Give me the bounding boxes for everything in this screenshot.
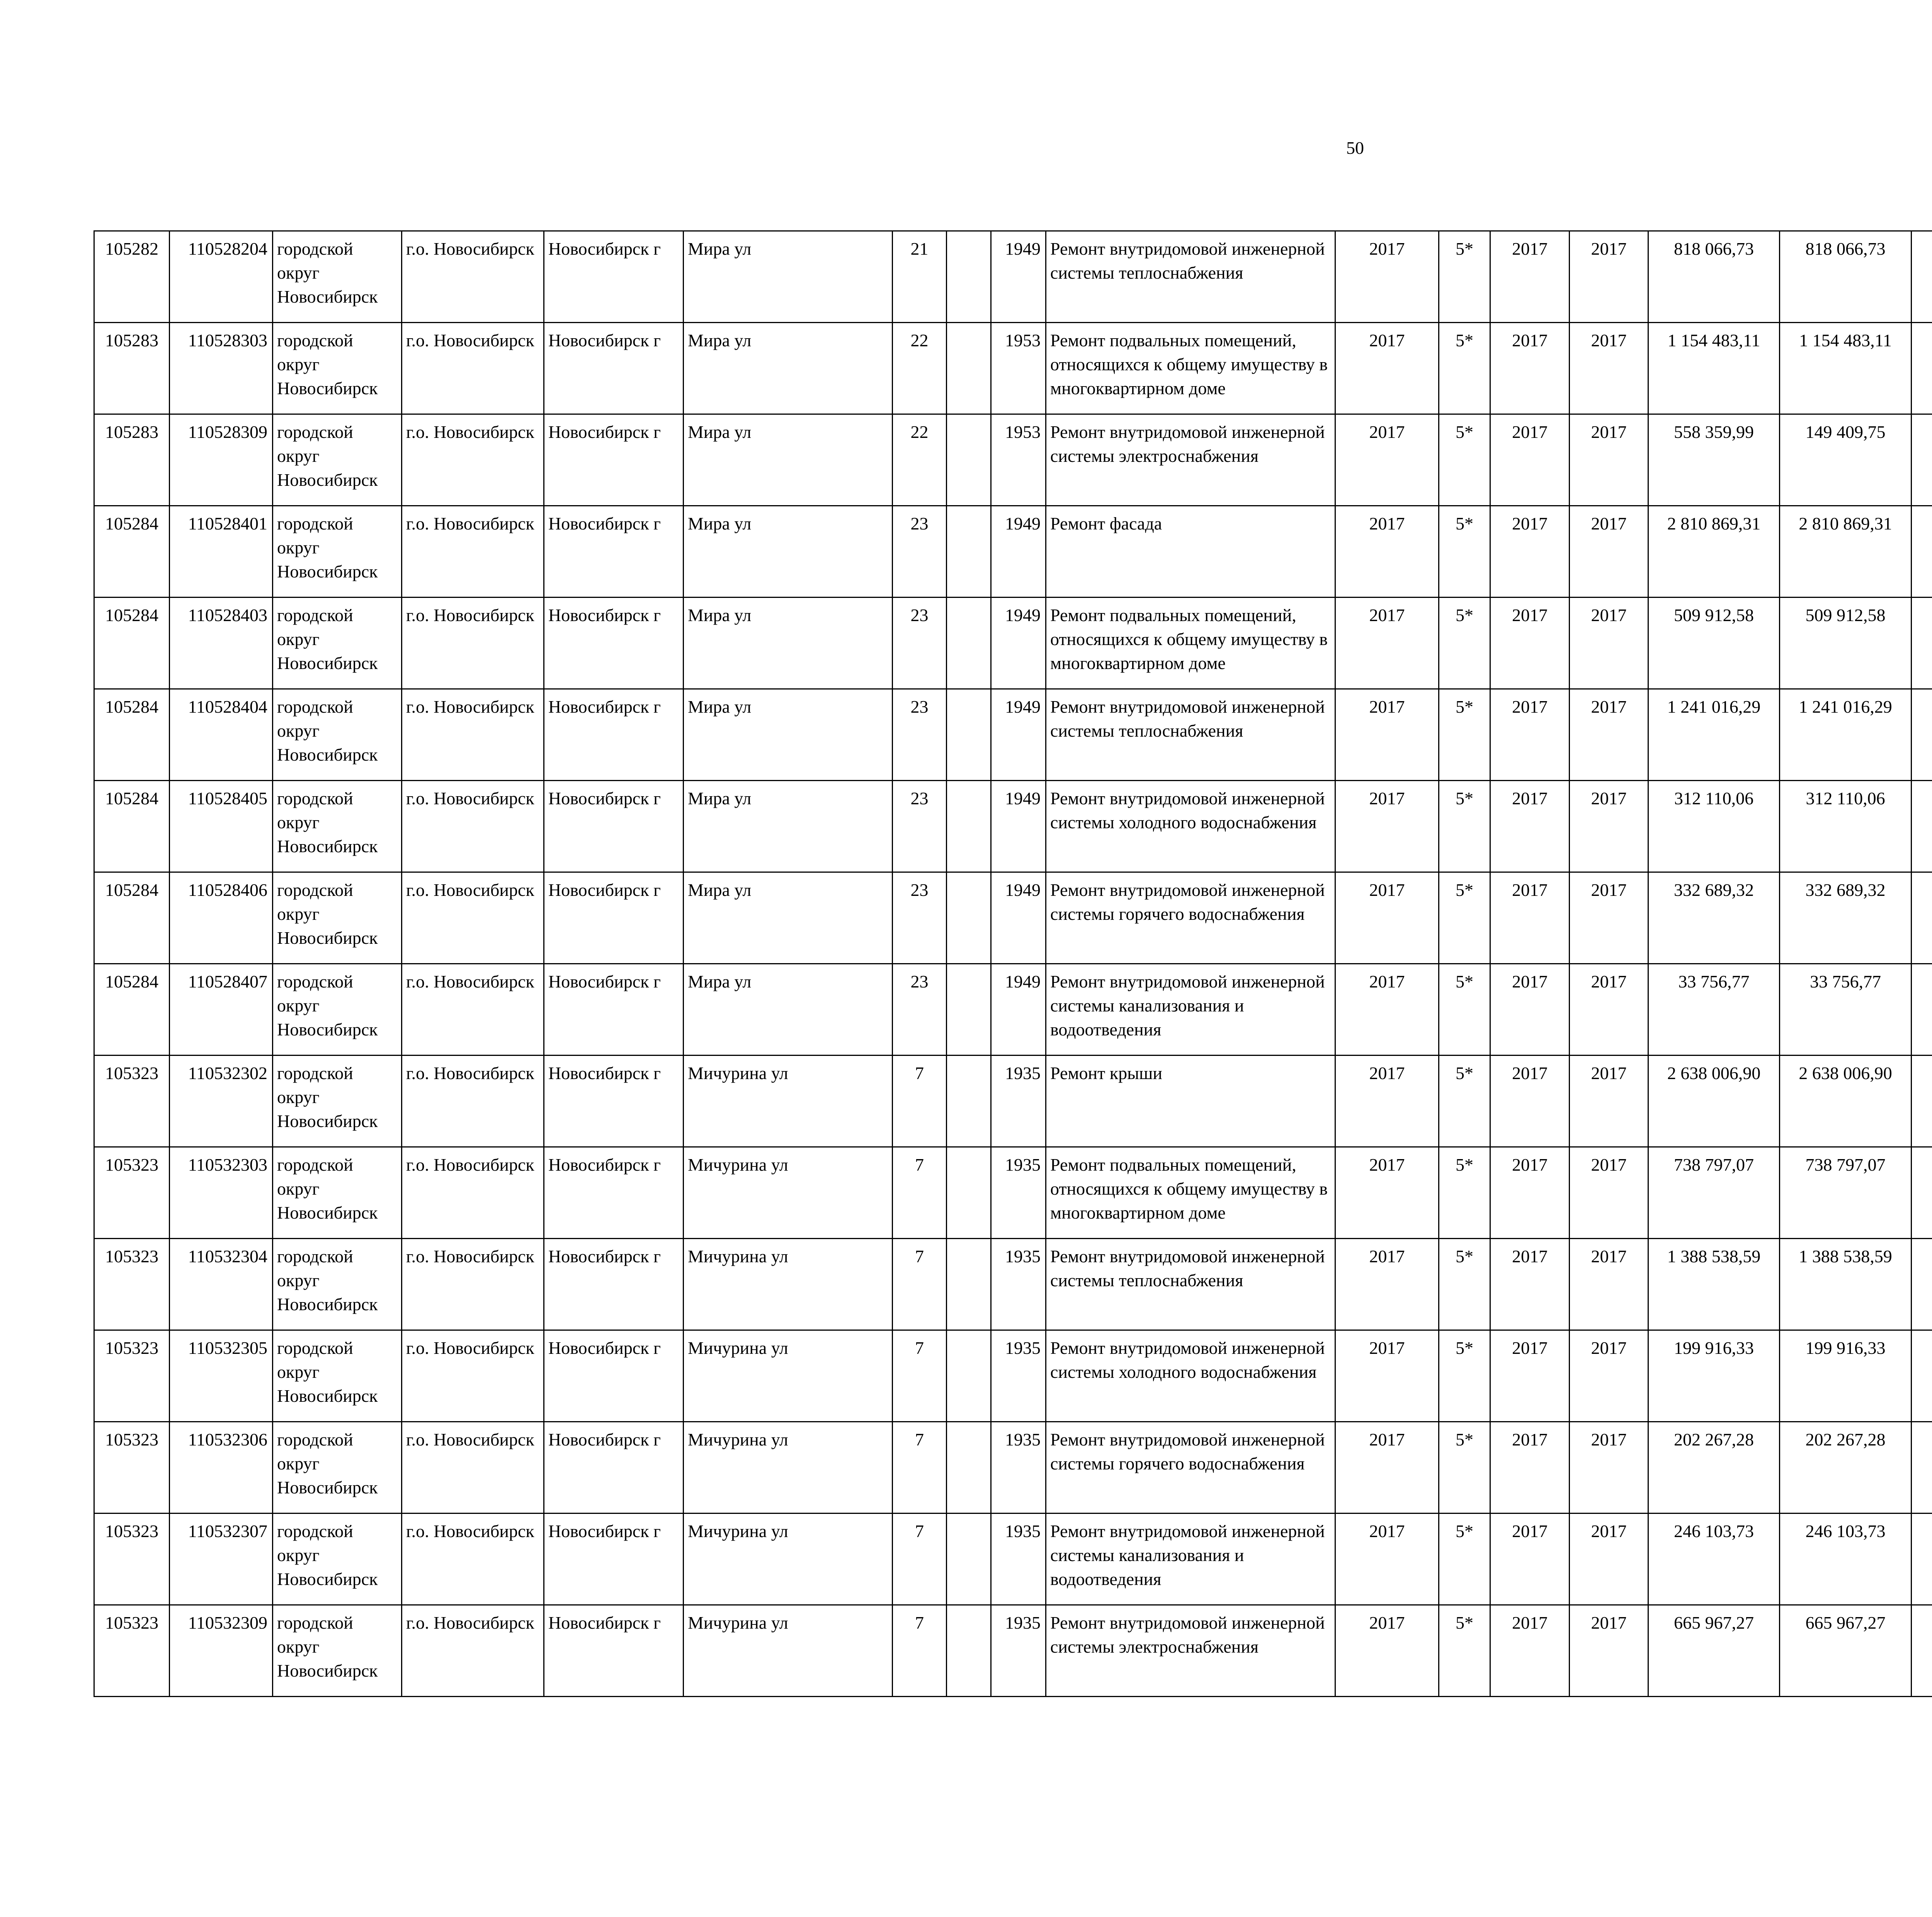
cell-building [947,1514,991,1605]
cell-start-year: 2017 [1490,323,1570,414]
cell-plan-year: 2017 [1335,872,1439,964]
cell-settlement-short: г.о. Новосибирск [402,1056,544,1147]
cell-house-number: 23 [893,506,947,598]
cell-priority: 5* [1439,781,1490,872]
cell-house-number: 7 [893,1422,947,1514]
cell-work-type: Ремонт внутридомовой инженерной системы холодного водоснабжения [1046,1330,1335,1422]
cell-end-year: 2017 [1570,231,1648,323]
cell-plan-year: 2017 [1335,1056,1439,1147]
cell-municipality: городской округ Новосибирск [273,1239,402,1330]
cell-municipality: городской округ Новосибирск [273,689,402,781]
cell-end-year: 2017 [1570,1330,1648,1422]
cell-cost-col-17 [1912,598,1932,689]
cell-start-year: 2017 [1490,1330,1570,1422]
cell-building [947,231,991,323]
cell-year-built: 1953 [991,323,1046,414]
cell-locality: Новосибирск г [544,598,684,689]
cell-end-year: 2017 [1570,781,1648,872]
cell-building [947,323,991,414]
cell-building [947,1147,991,1239]
cell-row-id: 105323 [94,1330,170,1422]
cell-year-built: 1953 [991,414,1046,506]
cell-start-year: 2017 [1490,1056,1570,1147]
cell-cost-col-17 [1912,1147,1932,1239]
cell-plan-year: 2017 [1335,1605,1439,1697]
cell-settlement-short: г.о. Новосибирск [402,1605,544,1697]
cell-total-cost: 332 689,32 [1648,872,1780,964]
cell-end-year: 2017 [1570,323,1648,414]
cell-work-code: 110528407 [170,964,273,1056]
cell-end-year: 2017 [1570,964,1648,1056]
cell-end-year: 2017 [1570,1239,1648,1330]
cell-work-code: 110528401 [170,506,273,598]
table-row [94,598,1932,689]
table-row [94,1330,1932,1422]
cell-cost-col-17 [1912,964,1932,1056]
cell-row-id: 105323 [94,1056,170,1147]
cell-locality: Новосибирск г [544,1514,684,1605]
cell-row-id: 105284 [94,598,170,689]
cell-street: Мичурина ул [684,1422,893,1514]
cell-work-code: 110528204 [170,231,273,323]
cell-street: Мира ул [684,414,893,506]
cell-settlement-short: г.о. Новосибирск [402,689,544,781]
cell-plan-year: 2017 [1335,231,1439,323]
cell-municipality: городской округ Новосибирск [273,1514,402,1605]
cell-total-cost: 312 110,06 [1648,781,1780,872]
cell-year-built: 1949 [991,781,1046,872]
cell-end-year: 2017 [1570,872,1648,964]
cell-work-type: Ремонт внутридомовой инженерной системы канализования и водоотведения [1046,1514,1335,1605]
cell-start-year: 2017 [1490,231,1570,323]
cell-locality: Новосибирск г [544,1422,684,1514]
cell-total-cost: 665 967,27 [1648,1605,1780,1697]
cell-work-type: Ремонт фасада [1046,506,1335,598]
cell-locality: Новосибирск г [544,872,684,964]
cell-priority: 5* [1439,414,1490,506]
capital-repair-table [94,230,1932,1697]
cell-start-year: 2017 [1490,964,1570,1056]
cell-work-code: 110532309 [170,1605,273,1697]
cell-cost-col-17 [1912,781,1932,872]
cell-street: Мира ул [684,689,893,781]
cell-cost-fund: 509 912,58 [1780,598,1912,689]
cell-building [947,1422,991,1514]
table-row [94,231,1932,323]
cell-priority: 5* [1439,1605,1490,1697]
cell-cost-col-17 [1912,872,1932,964]
cell-building [947,1330,991,1422]
cell-house-number: 7 [893,1056,947,1147]
cell-cost-col-17 [1912,323,1932,414]
cell-work-code: 110532307 [170,1514,273,1605]
cell-building [947,872,991,964]
cell-cost-fund: 665 967,27 [1780,1605,1912,1697]
cell-cost-fund: 332 689,32 [1780,872,1912,964]
cell-row-id: 105284 [94,689,170,781]
table-row [94,1056,1932,1147]
cell-end-year: 2017 [1570,1605,1648,1697]
cell-cost-col-17 [1912,506,1932,598]
cell-work-code: 110532303 [170,1147,273,1239]
cell-house-number: 22 [893,414,947,506]
cell-municipality: городской округ Новосибирск [273,1056,402,1147]
cell-locality: Новосибирск г [544,1056,684,1147]
cell-locality: Новосибирск г [544,781,684,872]
cell-year-built: 1949 [991,872,1046,964]
cell-cost-fund: 1 154 483,11 [1780,323,1912,414]
cell-plan-year: 2017 [1335,414,1439,506]
cell-year-built: 1935 [991,1330,1046,1422]
cell-row-id: 105283 [94,414,170,506]
cell-work-type: Ремонт внутридомовой инженерной системы канализования и водоотведения [1046,964,1335,1056]
cell-start-year: 2017 [1490,1605,1570,1697]
cell-building [947,1239,991,1330]
cell-priority: 5* [1439,1514,1490,1605]
cell-building [947,506,991,598]
cell-start-year: 2017 [1490,414,1570,506]
cell-total-cost: 33 756,77 [1648,964,1780,1056]
cell-house-number: 23 [893,598,947,689]
cell-cost-fund: 738 797,07 [1780,1147,1912,1239]
cell-priority: 5* [1439,689,1490,781]
cell-work-code: 110528404 [170,689,273,781]
cell-settlement-short: г.о. Новосибирск [402,323,544,414]
cell-start-year: 2017 [1490,1147,1570,1239]
cell-work-code: 110528403 [170,598,273,689]
table-row [94,414,1932,506]
cell-priority: 5* [1439,1056,1490,1147]
cell-settlement-short: г.о. Новосибирск [402,1330,544,1422]
cell-plan-year: 2017 [1335,964,1439,1056]
cell-street: Мира ул [684,598,893,689]
cell-cost-fund: 2 638 006,90 [1780,1056,1912,1147]
cell-house-number: 22 [893,323,947,414]
cell-row-id: 105323 [94,1147,170,1239]
cell-building [947,414,991,506]
cell-street: Мира ул [684,781,893,872]
cell-settlement-short: г.о. Новосибирск [402,1514,544,1605]
cell-plan-year: 2017 [1335,323,1439,414]
cell-settlement-short: г.о. Новосибирск [402,1239,544,1330]
cell-cost-fund: 1 241 016,29 [1780,689,1912,781]
cell-cost-col-17 [1912,1605,1932,1697]
cell-year-built: 1949 [991,231,1046,323]
table-row [94,506,1932,598]
cell-total-cost: 199 916,33 [1648,1330,1780,1422]
cell-work-type: Ремонт внутридомовой инженерной системы горячего водоснабжения [1046,872,1335,964]
cell-end-year: 2017 [1570,1514,1648,1605]
cell-locality: Новосибирск г [544,231,684,323]
cell-end-year: 2017 [1570,1147,1648,1239]
cell-work-code: 110532306 [170,1422,273,1514]
table-row [94,1239,1932,1330]
cell-municipality: городской округ Новосибирск [273,598,402,689]
cell-work-type: Ремонт подвальных помещений, относящихся к общему имуществу в многоквартирном доме [1046,323,1335,414]
cell-row-id: 105323 [94,1422,170,1514]
cell-year-built: 1935 [991,1514,1046,1605]
cell-end-year: 2017 [1570,689,1648,781]
cell-priority: 5* [1439,1422,1490,1514]
cell-municipality: городской округ Новосибирск [273,964,402,1056]
cell-municipality: городской округ Новосибирск [273,1605,402,1697]
cell-municipality: городской округ Новосибирск [273,1147,402,1239]
cell-end-year: 2017 [1570,1056,1648,1147]
cell-work-type: Ремонт внутридомовой инженерной системы теплоснабжения [1046,689,1335,781]
cell-year-built: 1935 [991,1056,1046,1147]
cell-house-number: 7 [893,1605,947,1697]
cell-cost-col-17 [1912,1330,1932,1422]
table-row [94,1422,1932,1514]
cell-priority: 5* [1439,1239,1490,1330]
cell-municipality: городской округ Новосибирск [273,414,402,506]
cell-start-year: 2017 [1490,598,1570,689]
cell-house-number: 7 [893,1239,947,1330]
cell-priority: 5* [1439,231,1490,323]
cell-street: Мира ул [684,231,893,323]
cell-house-number: 21 [893,231,947,323]
cell-work-code: 110528303 [170,323,273,414]
cell-plan-year: 2017 [1335,506,1439,598]
cell-building [947,964,991,1056]
cell-municipality: городской округ Новосибирск [273,1330,402,1422]
cell-settlement-short: г.о. Новосибирск [402,964,544,1056]
cell-year-built: 1949 [991,598,1046,689]
cell-year-built: 1935 [991,1422,1046,1514]
table-row [94,1514,1932,1605]
cell-municipality: городской округ Новосибирск [273,323,402,414]
cell-cost-fund: 1 388 538,59 [1780,1239,1912,1330]
cell-row-id: 105284 [94,964,170,1056]
cell-plan-year: 2017 [1335,1422,1439,1514]
cell-locality: Новосибирск г [544,689,684,781]
table-row [94,872,1932,964]
cell-start-year: 2017 [1490,872,1570,964]
cell-priority: 5* [1439,964,1490,1056]
cell-start-year: 2017 [1490,689,1570,781]
page-number: 50 [1346,138,1364,158]
cell-building [947,1605,991,1697]
cell-settlement-short: г.о. Новосибирск [402,414,544,506]
cell-year-built: 1935 [991,1147,1046,1239]
cell-street: Мичурина ул [684,1514,893,1605]
cell-end-year: 2017 [1570,598,1648,689]
cell-street: Мичурина ул [684,1605,893,1697]
cell-cost-col-17 [1912,1056,1932,1147]
cell-locality: Новосибирск г [544,323,684,414]
cell-settlement-short: г.о. Новосибирск [402,1147,544,1239]
cell-plan-year: 2017 [1335,1147,1439,1239]
cell-house-number: 23 [893,964,947,1056]
cell-settlement-short: г.о. Новосибирск [402,506,544,598]
cell-priority: 5* [1439,1147,1490,1239]
cell-settlement-short: г.о. Новосибирск [402,781,544,872]
cell-work-code: 110528406 [170,872,273,964]
cell-work-type: Ремонт внутридомовой инженерной системы электроснабжения [1046,414,1335,506]
cell-total-cost: 1 154 483,11 [1648,323,1780,414]
cell-locality: Новосибирск г [544,414,684,506]
cell-total-cost: 509 912,58 [1648,598,1780,689]
cell-building [947,598,991,689]
cell-total-cost: 202 267,28 [1648,1422,1780,1514]
cell-plan-year: 2017 [1335,598,1439,689]
cell-locality: Новосибирск г [544,1330,684,1422]
cell-municipality: городской округ Новосибирск [273,506,402,598]
cell-work-code: 110532302 [170,1056,273,1147]
cell-row-id: 105282 [94,231,170,323]
cell-priority: 5* [1439,506,1490,598]
cell-work-type: Ремонт подвальных помещений, относящихся к общему имуществу в многоквартирном доме [1046,598,1335,689]
cell-building [947,1056,991,1147]
cell-street: Мичурина ул [684,1056,893,1147]
cell-house-number: 7 [893,1330,947,1422]
cell-municipality: городской округ Новосибирск [273,231,402,323]
cell-cost-col-17 [1912,1239,1932,1330]
cell-year-built: 1935 [991,1239,1046,1330]
cell-cost-fund: 246 103,73 [1780,1514,1912,1605]
cell-street: Мичурина ул [684,1147,893,1239]
cell-work-code: 110532305 [170,1330,273,1422]
cell-municipality: городской округ Новосибирск [273,781,402,872]
cell-settlement-short: г.о. Новосибирск [402,872,544,964]
cell-settlement-short: г.о. Новосибирск [402,598,544,689]
cell-total-cost: 818 066,73 [1648,231,1780,323]
cell-settlement-short: г.о. Новосибирск [402,1422,544,1514]
cell-house-number: 7 [893,1147,947,1239]
cell-cost-col-17 [1912,689,1932,781]
cell-end-year: 2017 [1570,506,1648,598]
cell-cost-fund: 33 756,77 [1780,964,1912,1056]
cell-cost-col-17 [1912,1422,1932,1514]
cell-total-cost: 2 810 869,31 [1648,506,1780,598]
cell-row-id: 105323 [94,1239,170,1330]
cell-row-id: 105284 [94,506,170,598]
cell-plan-year: 2017 [1335,689,1439,781]
cell-start-year: 2017 [1490,781,1570,872]
cell-priority: 5* [1439,323,1490,414]
cell-locality: Новосибирск г [544,964,684,1056]
cell-settlement-short: г.о. Новосибирск [402,231,544,323]
cell-cost-fund: 149 409,75 [1780,414,1912,506]
cell-municipality: городской округ Новосибирск [273,1422,402,1514]
cell-total-cost: 246 103,73 [1648,1514,1780,1605]
cell-plan-year: 2017 [1335,1239,1439,1330]
cell-street: Мира ул [684,323,893,414]
table-row [94,1605,1932,1697]
cell-locality: Новосибирск г [544,506,684,598]
cell-cost-fund: 818 066,73 [1780,231,1912,323]
cell-work-type: Ремонт внутридомовой инженерной системы электроснабжения [1046,1605,1335,1697]
cell-row-id: 105284 [94,781,170,872]
cell-start-year: 2017 [1490,1239,1570,1330]
cell-cost-col-17 [1912,1514,1932,1605]
table-row [94,1147,1932,1239]
cell-locality: Новосибирск г [544,1147,684,1239]
cell-work-code: 110528309 [170,414,273,506]
cell-street: Мира ул [684,506,893,598]
cell-work-type: Ремонт подвальных помещений, относящихся к общему имуществу в многоквартирном доме [1046,1147,1335,1239]
cell-work-type: Ремонт внутридомовой инженерной системы теплоснабжения [1046,231,1335,323]
cell-start-year: 2017 [1490,506,1570,598]
cell-street: Мичурина ул [684,1239,893,1330]
cell-cost-fund: 2 810 869,31 [1780,506,1912,598]
cell-work-code: 110532304 [170,1239,273,1330]
cell-street: Мира ул [684,872,893,964]
cell-building [947,781,991,872]
cell-row-id: 105323 [94,1514,170,1605]
cell-street: Мичурина ул [684,1330,893,1422]
cell-cost-col-17 [1912,414,1932,506]
cell-cost-fund: 312 110,06 [1780,781,1912,872]
cell-start-year: 2017 [1490,1514,1570,1605]
cell-year-built: 1949 [991,506,1046,598]
cell-building [947,689,991,781]
cell-total-cost: 558 359,99 [1648,414,1780,506]
cell-priority: 5* [1439,1330,1490,1422]
table-row [94,781,1932,872]
cell-work-type: Ремонт крыши [1046,1056,1335,1147]
cell-total-cost: 1 388 538,59 [1648,1239,1780,1330]
cell-cost-fund: 199 916,33 [1780,1330,1912,1422]
cell-locality: Новосибирск г [544,1239,684,1330]
cell-end-year: 2017 [1570,1422,1648,1514]
cell-plan-year: 2017 [1335,1514,1439,1605]
cell-plan-year: 2017 [1335,781,1439,872]
table-row [94,964,1932,1056]
cell-work-type: Ремонт внутридомовой инженерной системы теплоснабжения [1046,1239,1335,1330]
cell-locality: Новосибирск г [544,1605,684,1697]
cell-plan-year: 2017 [1335,1330,1439,1422]
cell-year-built: 1935 [991,1605,1046,1697]
cell-cost-fund: 202 267,28 [1780,1422,1912,1514]
cell-house-number: 23 [893,781,947,872]
table-row [94,689,1932,781]
cell-total-cost: 1 241 016,29 [1648,689,1780,781]
cell-work-type: Ремонт внутридомовой инженерной системы горячего водоснабжения [1046,1422,1335,1514]
table-row [94,323,1932,414]
cell-priority: 5* [1439,598,1490,689]
cell-house-number: 23 [893,872,947,964]
cell-row-id: 105283 [94,323,170,414]
cell-row-id: 105284 [94,872,170,964]
cell-cost-col-17 [1912,231,1932,323]
cell-house-number: 7 [893,1514,947,1605]
cell-priority: 5* [1439,872,1490,964]
cell-start-year: 2017 [1490,1422,1570,1514]
cell-municipality: городской округ Новосибирск [273,872,402,964]
cell-year-built: 1949 [991,964,1046,1056]
cell-work-type: Ремонт внутридомовой инженерной системы холодного водоснабжения [1046,781,1335,872]
cell-row-id: 105323 [94,1605,170,1697]
cell-total-cost: 2 638 006,90 [1648,1056,1780,1147]
cell-house-number: 23 [893,689,947,781]
cell-end-year: 2017 [1570,414,1648,506]
cell-total-cost: 738 797,07 [1648,1147,1780,1239]
cell-year-built: 1949 [991,689,1046,781]
cell-work-code: 110528405 [170,781,273,872]
cell-street: Мира ул [684,964,893,1056]
